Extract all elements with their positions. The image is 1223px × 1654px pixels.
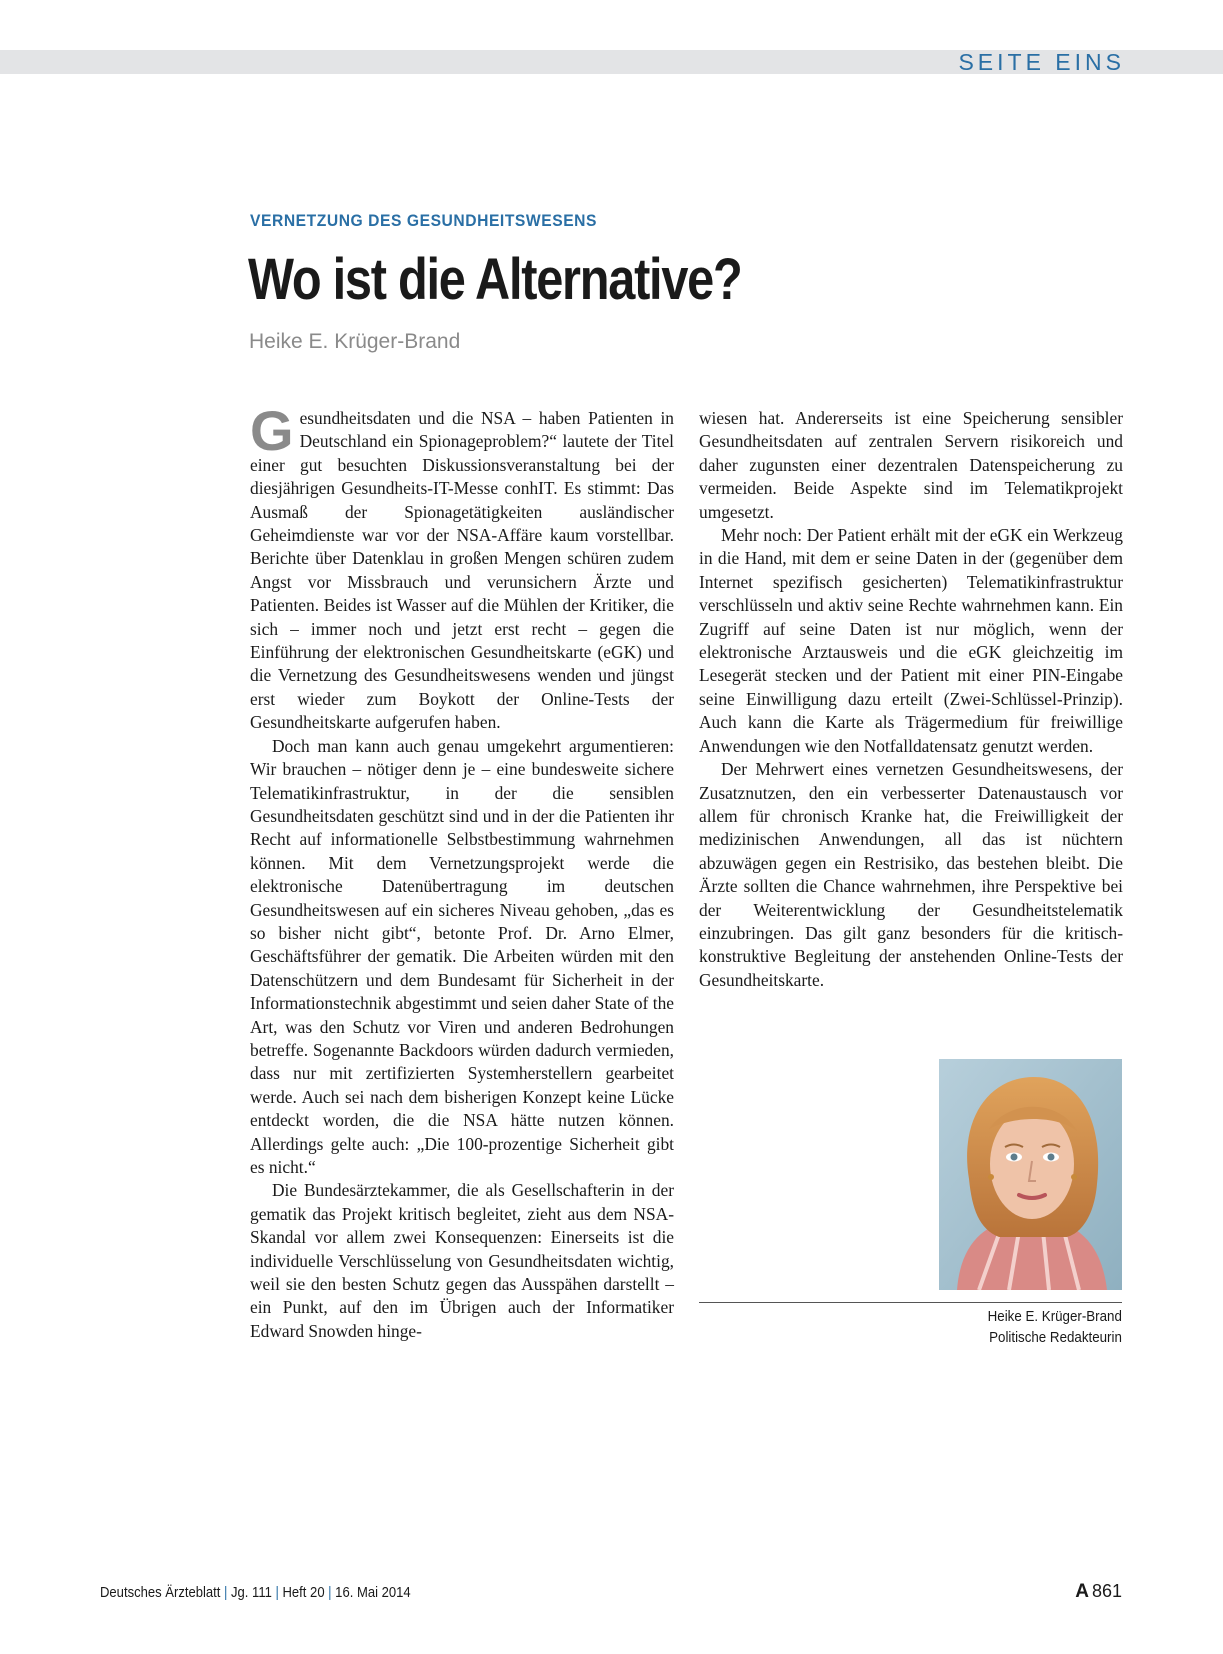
footer-separator: | (275, 1585, 279, 1601)
footer-journal: Deutsches Ärzteblatt (100, 1585, 221, 1601)
footer-issue: Heft 20 (282, 1585, 325, 1601)
author-portrait (939, 1059, 1122, 1290)
caption-role: Politische Redakteurin (989, 1330, 1122, 1346)
footer-citation (100, 1585, 411, 1601)
portrait-caption (988, 1307, 1122, 1349)
footer-date: 16. Mai 2014 (335, 1585, 411, 1601)
article-paragraph: wiesen hat. Andererseits ist eine Speicherung sensibler Gesundheitsdaten auf zentralen Servern risikoreich und daher zugunsten einer dezentralen Datenspeicherung zu vermeiden. Beide Aspekte sind im Telematikprojekt umgesetzt. (699, 408, 1123, 522)
article-paragraph: Die Bundesärztekammer, die als Gesellschafterin in der gematik das Projekt kritisch begleitet, zieht aus dem NSA-Skandal vor allem zwei Konsequenzen: Einerseits ist die individuelle Verschlüsselung von Gesundheitsdaten wichtig, weil sie den besten Schutz gegen das Ausspähen darstellt – ein Punkt, auf den im Übrigen auch der Informatiker Edward Snowden hinge- (250, 1180, 674, 1341)
caption-name: Heike E. Krüger-Brand (987, 1309, 1122, 1325)
article-author: Heike E. Krüger-Brand (249, 330, 461, 353)
article-paragraph: Gesundheitsdaten und die NSA – haben Patienten in Deutschland ein Spionageproblem?“ lautete der Titel einer gut besuchten Diskussionsveranstaltung bei der diesjährigen Gesundheits-IT-Messe conhIT. Es stimmt: Das Ausmaß der Spionagetätigkeiten ausländischer Geheimdienste war vor der NSA-Affäre kaum vorstellbar. Berichte über Datenklau in großen Mengen schüren zudem Angst vor Missbrauch und verunsichern Ärzte und Patienten. Beides ist Wasser auf die Mühlen der Kritiker, die sich – immer noch und jetzt erst recht – gegen die Einführung der elektronischen Gesundheitskarte (eGK) und die Vernetzung des Gesundheitswesens wenden und jüngst erst wieder zum Boykott der Online-Tests der Gesundheitskarte aufgerufen haben. (250, 399, 674, 733)
footer-separator: | (328, 1585, 332, 1601)
article-paragraph: Mehr noch: Der Patient erhält mit der eGK ein Werkzeug in die Hand, mit dem er seine Daten in der (gegenüber dem Internet spezifisch gesicherten) Telematikinfrastruktur verschlüsseln und aktiv seine Rechte wahrnehmen kann. Ein Zugriff auf seine Daten ist nur möglich, wenn der elektronische Arztausweis und die eGK gleichzeitig im Lesegerät stecken und der Patient mit einer PIN-Eingabe seine Einwilligung dazu erteilt (Zwei-Schlüssel-Prinzip). Auch kann die Karte als Trägermedium für freiwillige Anwendungen wie den Notfalldatensatz genutzt werden. (699, 525, 1123, 756)
drop-cap: G (250, 399, 294, 462)
article-column-left (250, 399, 674, 1343)
article-kicker: VERNETZUNG DES GESUNDHEITSWESENS (250, 211, 598, 230)
article-paragraph: Der Mehrwert eines vernetzen Gesundheitswesens, der Zusatznutzen, den ein verbesserter Datenaustausch vor allem für chronisch Kranke hat, die Freiwilligkeit der medizinischen Anwendungen, all das ist nüchtern abzuwägen gegen ein Restrisiko, das bestehen bleibt. Die Ärzte sollten die Chance wahrnehmen, ihre Perspektive bei der Weiterentwicklung der Gesundheitstelematik einzubringen. Das gilt ganz besonders für die kritisch-konstruktive Begleitung der anstehenden Online-Tests der Gesundheitskarte. (699, 759, 1123, 990)
article-title: Wo ist die Alternative? (248, 247, 742, 312)
article-paragraph: Doch man kann auch genau umgekehrt argumentieren: Wir brauchen – nötiger denn je – eine bundesweite sichere Telematikinfrastruktur, in der die sensiblen Gesundheitsdaten geschützt sind und in der die Patienten ihr Recht auf informationelle Selbstbestimmung wahrnehmen können. Mit dem Vernetzungsprojekt werde die elektronische Datenübertragung im deutschen Gesundheitswesen auf ein sicheres Niveau gehoben, „das es so bisher nicht gibt“, betonte Prof. Dr. Arno Elmer, Geschäftsführer der gematik. Die Arbeiten würden mit den Datenschützern und dem Bundesamt für Sicherheit in der Informationstechnik abgestimmt und seien daher State of the Art, was den Schutz vor Viren und anderen Bedrohungen betreffe. Sogenannte Backdoors würden dadurch vermieden, dass nur mit zertifizierten Systemherstellern gearbeitet werde. Auch sei nach dem bisherigen Konzept keine Lücke entdeckt worden, die die NSA hätte nutzen können. Allerdings gelte auch: „Die 100-prozentige Sicherheit gibt es nicht.“ (250, 735, 674, 1177)
footer-separator: | (224, 1585, 228, 1601)
page-prefix: A (1075, 1581, 1089, 1602)
caption-divider (699, 1302, 1122, 1303)
page-number-value: 861 (1091, 1581, 1122, 1601)
footer-volume: Jg. 111 (231, 1585, 272, 1601)
article-column-right (699, 407, 1123, 992)
page-number (1075, 1581, 1122, 1603)
section-label: SEITE EINS (958, 49, 1125, 75)
